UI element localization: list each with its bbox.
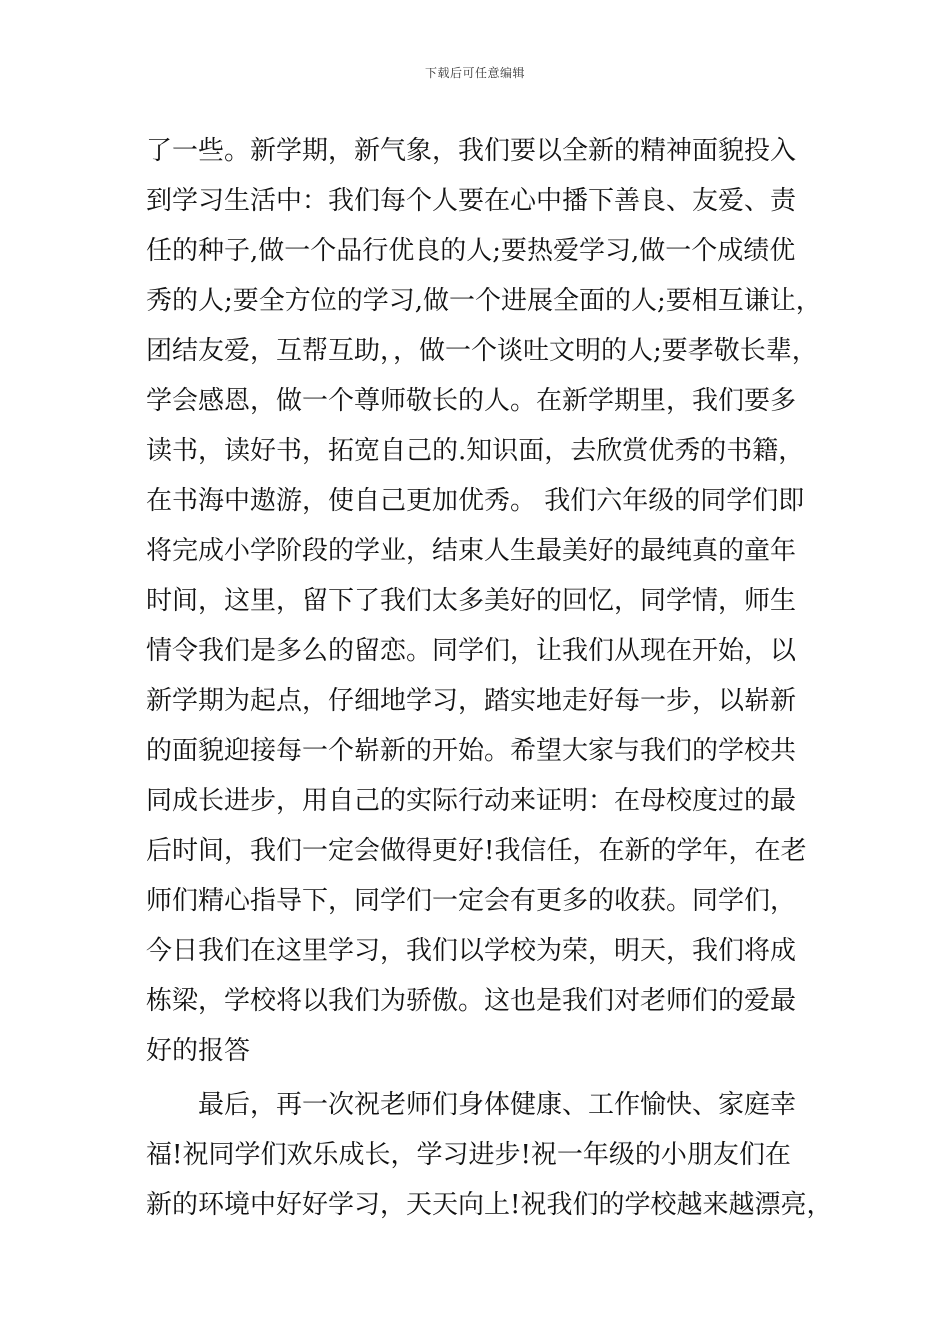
text-line: 栋梁，学校将以我们为骄傲。这也是我们对老师们的爱最 — [146, 986, 797, 1016]
text-line: 最后，再一次祝老师们身体健康、工作愉快、家庭幸 — [198, 1090, 797, 1120]
text-line: 好的报答 — [146, 1036, 251, 1066]
text-line: 福!祝同学们欢乐成长，学习进步!祝一年级的小朋友们在 — [146, 1140, 791, 1170]
text-line: 了一些。新学期，新气象，我们要以全新的精神面貌投入 — [146, 136, 797, 166]
text-line: 情令我们是多么的留恋。同学们，让我们从现在开始，以 — [146, 636, 797, 666]
page-header: 下载后可任意编辑 — [424, 66, 525, 80]
text-line: 的面貌迎接每一个崭新的开始。希望大家与我们的学校共 — [146, 736, 797, 766]
text-line: 学会感恩，做一个尊师敬长的人。在新学期里，我们要多 — [146, 386, 797, 416]
text-line: 今日我们在这里学习，我们以学校为荣，明天，我们将成 — [146, 936, 797, 966]
text-line: 同成长进步，用自己的实际行动来证明：在母校度过的最 — [146, 786, 797, 816]
text-line: 后时间，我们一定会做得更好!我信任，在新的学年，在老 — [146, 836, 807, 866]
text-line: 新学期为起点，仔细地学习，踏实地走好每一步，以崭新 — [146, 686, 797, 716]
text-line: 将完成小学阶段的学业，结束人生最美好的最纯真的童年 — [146, 536, 797, 566]
text-line: 时间，这里，留下了我们太多美好的回忆，同学情，师生 — [146, 586, 797, 616]
text-line: 新的环境中好好学习，天天向上!祝我们的学校越来越漂亮， — [146, 1190, 833, 1220]
text-line: 在书海中遨游，使自己更加优秀。 我们六年级的同学们即 — [146, 486, 805, 516]
text-line: 到学习生活中：我们每个人要在心中播下善良、友爱、责 — [146, 186, 797, 216]
text-line: 任的种子,做一个品行优良的人;要热爱学习,做一个成绩优 — [146, 236, 796, 266]
text-line: 团结友爱，互帮互助，，做一个谈吐文明的人;要孝敬长辈， — [146, 336, 818, 366]
text-line: 读书，读好书，拓宽自己的.知识面，去欣赏优秀的书籍， — [146, 436, 805, 466]
text-line: 师们精心指导下，同学们一定会有更多的收获。同学们， — [146, 886, 797, 916]
text-line: 秀的人;要全方位的学习,做一个进展全面的人;要相互谦让， — [146, 286, 822, 316]
